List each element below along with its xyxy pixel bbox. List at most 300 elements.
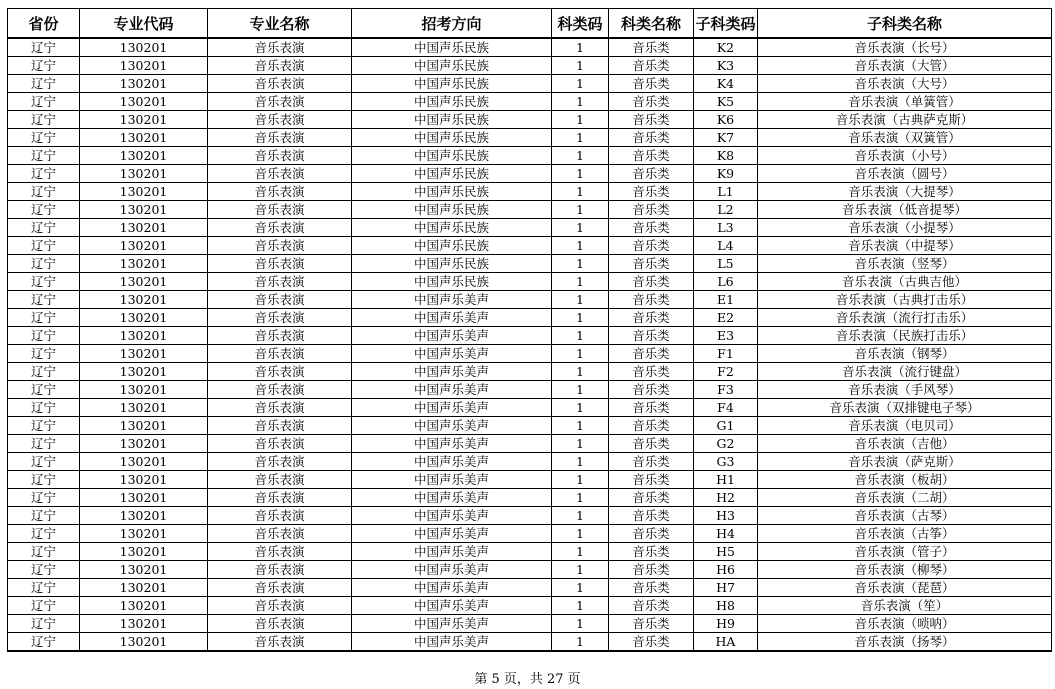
cell-subcategory-code: K3 — [694, 57, 758, 75]
cell-category-code: 1 — [552, 291, 609, 309]
cell-subcategory-code: H4 — [694, 525, 758, 543]
cell-subcategory-name: 音乐表演（钢琴） — [758, 345, 1052, 363]
cell-subcategory-code: H5 — [694, 543, 758, 561]
cell-province: 辽宁 — [8, 453, 80, 471]
table-row — [8, 453, 1052, 471]
cell-major-code: 130201 — [80, 633, 208, 652]
cell-exam-direction: 中国声乐民族 — [352, 57, 552, 75]
header-major-name: 专业名称 — [208, 9, 352, 39]
cell-major-code: 130201 — [80, 435, 208, 453]
cell-major-name: 音乐表演 — [208, 309, 352, 327]
cell-major-name: 音乐表演 — [208, 255, 352, 273]
cell-province: 辽宁 — [8, 129, 80, 147]
cell-category-code: 1 — [552, 507, 609, 525]
cell-province: 辽宁 — [8, 417, 80, 435]
cell-category-name: 音乐类 — [609, 579, 694, 597]
cell-subcategory-code: F4 — [694, 399, 758, 417]
table-body — [8, 38, 1052, 651]
cell-exam-direction: 中国声乐美声 — [352, 507, 552, 525]
cell-category-name: 音乐类 — [609, 75, 694, 93]
cell-exam-direction: 中国声乐民族 — [352, 255, 552, 273]
cell-category-code: 1 — [552, 38, 609, 57]
table-row — [8, 381, 1052, 399]
cell-province: 辽宁 — [8, 363, 80, 381]
cell-subcategory-code: K2 — [694, 38, 758, 57]
cell-province: 辽宁 — [8, 147, 80, 165]
cell-exam-direction: 中国声乐美声 — [352, 489, 552, 507]
cell-category-name: 音乐类 — [609, 38, 694, 57]
cell-subcategory-name: 音乐表演（大号） — [758, 75, 1052, 93]
cell-category-name: 音乐类 — [609, 93, 694, 111]
cell-category-code: 1 — [552, 345, 609, 363]
cell-major-code: 130201 — [80, 237, 208, 255]
cell-subcategory-code: H3 — [694, 507, 758, 525]
cell-subcategory-code: G1 — [694, 417, 758, 435]
cell-major-name: 音乐表演 — [208, 381, 352, 399]
cell-province: 辽宁 — [8, 93, 80, 111]
cell-exam-direction: 中国声乐民族 — [352, 237, 552, 255]
cell-subcategory-name: 音乐表演（低音提琴） — [758, 201, 1052, 219]
cell-subcategory-code: H6 — [694, 561, 758, 579]
cell-exam-direction: 中国声乐美声 — [352, 345, 552, 363]
cell-subcategory-name: 音乐表演（大提琴） — [758, 183, 1052, 201]
cell-category-name: 音乐类 — [609, 129, 694, 147]
cell-subcategory-code: F3 — [694, 381, 758, 399]
table-row — [8, 489, 1052, 507]
cell-subcategory-name: 音乐表演（扬琴） — [758, 633, 1052, 652]
cell-category-code: 1 — [552, 165, 609, 183]
cell-major-code: 130201 — [80, 507, 208, 525]
cell-exam-direction: 中国声乐美声 — [352, 543, 552, 561]
cell-category-code: 1 — [552, 273, 609, 291]
header-category-code: 科类码 — [552, 9, 609, 39]
table-row — [8, 183, 1052, 201]
cell-subcategory-code: K9 — [694, 165, 758, 183]
cell-province: 辽宁 — [8, 579, 80, 597]
cell-subcategory-name: 音乐表演（管子） — [758, 543, 1052, 561]
cell-category-name: 音乐类 — [609, 453, 694, 471]
cell-major-code: 130201 — [80, 417, 208, 435]
cell-exam-direction: 中国声乐民族 — [352, 165, 552, 183]
cell-subcategory-code: H1 — [694, 471, 758, 489]
table-row — [8, 615, 1052, 633]
table-row — [8, 291, 1052, 309]
cell-subcategory-code: F2 — [694, 363, 758, 381]
table-row — [8, 471, 1052, 489]
cell-major-name: 音乐表演 — [208, 615, 352, 633]
cell-province: 辽宁 — [8, 435, 80, 453]
table-row — [8, 273, 1052, 291]
header-exam-direction: 招考方向 — [352, 9, 552, 39]
cell-category-name: 音乐类 — [609, 525, 694, 543]
cell-province: 辽宁 — [8, 525, 80, 543]
cell-category-name: 音乐类 — [609, 57, 694, 75]
cell-major-name: 音乐表演 — [208, 435, 352, 453]
table-row — [8, 93, 1052, 111]
cell-exam-direction: 中国声乐民族 — [352, 93, 552, 111]
cell-major-code: 130201 — [80, 471, 208, 489]
cell-category-code: 1 — [552, 111, 609, 129]
cell-subcategory-code: K4 — [694, 75, 758, 93]
cell-subcategory-code: L3 — [694, 219, 758, 237]
cell-subcategory-name: 音乐表演（萨克斯） — [758, 453, 1052, 471]
cell-major-name: 音乐表演 — [208, 399, 352, 417]
cell-exam-direction: 中国声乐民族 — [352, 129, 552, 147]
cell-major-code: 130201 — [80, 291, 208, 309]
cell-subcategory-code: H9 — [694, 615, 758, 633]
cell-category-code: 1 — [552, 633, 609, 652]
table-row — [8, 579, 1052, 597]
cell-exam-direction: 中国声乐民族 — [352, 147, 552, 165]
cell-category-code: 1 — [552, 57, 609, 75]
cell-major-name: 音乐表演 — [208, 633, 352, 652]
cell-exam-direction: 中国声乐民族 — [352, 273, 552, 291]
cell-major-name: 音乐表演 — [208, 507, 352, 525]
cell-category-code: 1 — [552, 543, 609, 561]
cell-major-name: 音乐表演 — [208, 525, 352, 543]
cell-major-code: 130201 — [80, 381, 208, 399]
cell-province: 辽宁 — [8, 111, 80, 129]
cell-subcategory-code: L1 — [694, 183, 758, 201]
table-row — [8, 165, 1052, 183]
cell-province: 辽宁 — [8, 471, 80, 489]
cell-category-name: 音乐类 — [609, 111, 694, 129]
cell-exam-direction: 中国声乐美声 — [352, 381, 552, 399]
cell-major-name: 音乐表演 — [208, 327, 352, 345]
cell-subcategory-name: 音乐表演（古典打击乐） — [758, 291, 1052, 309]
cell-major-code: 130201 — [80, 93, 208, 111]
cell-major-code: 130201 — [80, 327, 208, 345]
cell-subcategory-name: 音乐表演（柳琴） — [758, 561, 1052, 579]
cell-major-code: 130201 — [80, 399, 208, 417]
cell-province: 辽宁 — [8, 597, 80, 615]
cell-category-name: 音乐类 — [609, 273, 694, 291]
cell-major-code: 130201 — [80, 57, 208, 75]
cell-subcategory-code: HA — [694, 633, 758, 652]
cell-major-code: 130201 — [80, 543, 208, 561]
cell-subcategory-name: 音乐表演（流行键盘） — [758, 363, 1052, 381]
cell-province: 辽宁 — [8, 183, 80, 201]
cell-subcategory-name: 音乐表演（小提琴） — [758, 219, 1052, 237]
cell-category-code: 1 — [552, 615, 609, 633]
cell-exam-direction: 中国声乐美声 — [352, 291, 552, 309]
cell-exam-direction: 中国声乐美声 — [352, 453, 552, 471]
cell-major-name: 音乐表演 — [208, 57, 352, 75]
cell-major-code: 130201 — [80, 579, 208, 597]
cell-province: 辽宁 — [8, 255, 80, 273]
cell-subcategory-code: E2 — [694, 309, 758, 327]
cell-subcategory-name: 音乐表演（古典吉他） — [758, 273, 1052, 291]
cell-province: 辽宁 — [8, 201, 80, 219]
cell-category-name: 音乐类 — [609, 363, 694, 381]
cell-major-code: 130201 — [80, 147, 208, 165]
cell-subcategory-code: L4 — [694, 237, 758, 255]
cell-subcategory-name: 音乐表演（手风琴） — [758, 381, 1052, 399]
cell-major-name: 音乐表演 — [208, 417, 352, 435]
cell-category-name: 音乐类 — [609, 309, 694, 327]
cell-category-code: 1 — [552, 93, 609, 111]
cell-subcategory-name: 音乐表演（双簧管） — [758, 129, 1052, 147]
cell-major-name: 音乐表演 — [208, 453, 352, 471]
table-row — [8, 147, 1052, 165]
table-row — [8, 219, 1052, 237]
cell-exam-direction: 中国声乐美声 — [352, 525, 552, 543]
table-row — [8, 507, 1052, 525]
cell-subcategory-code: F1 — [694, 345, 758, 363]
cell-major-name: 音乐表演 — [208, 237, 352, 255]
cell-category-name: 音乐类 — [609, 615, 694, 633]
cell-major-name: 音乐表演 — [208, 75, 352, 93]
cell-major-name: 音乐表演 — [208, 165, 352, 183]
cell-major-code: 130201 — [80, 201, 208, 219]
header-row — [8, 9, 1052, 39]
cell-subcategory-name: 音乐表演（唢呐） — [758, 615, 1052, 633]
cell-category-code: 1 — [552, 579, 609, 597]
cell-category-code: 1 — [552, 75, 609, 93]
cell-category-name: 音乐类 — [609, 345, 694, 363]
cell-category-name: 音乐类 — [609, 147, 694, 165]
table-row — [8, 57, 1052, 75]
cell-major-name: 音乐表演 — [208, 579, 352, 597]
cell-category-code: 1 — [552, 255, 609, 273]
cell-category-code: 1 — [552, 183, 609, 201]
cell-category-code: 1 — [552, 363, 609, 381]
cell-exam-direction: 中国声乐美声 — [352, 417, 552, 435]
cell-province: 辽宁 — [8, 327, 80, 345]
cell-subcategory-code: G3 — [694, 453, 758, 471]
cell-major-name: 音乐表演 — [208, 489, 352, 507]
table-row — [8, 633, 1052, 652]
cell-subcategory-code: E3 — [694, 327, 758, 345]
cell-subcategory-code: K8 — [694, 147, 758, 165]
cell-category-code: 1 — [552, 327, 609, 345]
cell-subcategory-name: 音乐表演（古琴） — [758, 507, 1052, 525]
cell-province: 辽宁 — [8, 237, 80, 255]
header-major-code: 专业代码 — [80, 9, 208, 39]
cell-subcategory-name: 音乐表演（竖琴） — [758, 255, 1052, 273]
cell-province: 辽宁 — [8, 75, 80, 93]
cell-subcategory-name: 音乐表演（长号） — [758, 38, 1052, 57]
cell-major-code: 130201 — [80, 111, 208, 129]
cell-category-name: 音乐类 — [609, 291, 694, 309]
cell-exam-direction: 中国声乐民族 — [352, 111, 552, 129]
cell-province: 辽宁 — [8, 165, 80, 183]
cell-major-name: 音乐表演 — [208, 93, 352, 111]
cell-category-name: 音乐类 — [609, 183, 694, 201]
cell-major-code: 130201 — [80, 273, 208, 291]
cell-major-name: 音乐表演 — [208, 147, 352, 165]
cell-major-name: 音乐表演 — [208, 291, 352, 309]
cell-category-name: 音乐类 — [609, 399, 694, 417]
cell-major-code: 130201 — [80, 345, 208, 363]
cell-category-code: 1 — [552, 471, 609, 489]
cell-major-code: 130201 — [80, 255, 208, 273]
cell-category-code: 1 — [552, 453, 609, 471]
cell-major-name: 音乐表演 — [208, 219, 352, 237]
table-row — [8, 111, 1052, 129]
cell-category-code: 1 — [552, 147, 609, 165]
table-row — [8, 561, 1052, 579]
cell-major-code: 130201 — [80, 129, 208, 147]
cell-province: 辽宁 — [8, 345, 80, 363]
table-row — [8, 327, 1052, 345]
cell-subcategory-name: 音乐表演（古典萨克斯） — [758, 111, 1052, 129]
table-row — [8, 201, 1052, 219]
cell-category-name: 音乐类 — [609, 417, 694, 435]
cell-major-code: 130201 — [80, 561, 208, 579]
cell-major-name: 音乐表演 — [208, 345, 352, 363]
cell-category-name: 音乐类 — [609, 507, 694, 525]
header-province: 省份 — [8, 9, 80, 39]
cell-subcategory-name: 音乐表演（板胡） — [758, 471, 1052, 489]
cell-major-code: 130201 — [80, 309, 208, 327]
table-row — [8, 345, 1052, 363]
cell-province: 辽宁 — [8, 399, 80, 417]
cell-major-code: 130201 — [80, 219, 208, 237]
cell-category-code: 1 — [552, 219, 609, 237]
cell-category-name: 音乐类 — [609, 327, 694, 345]
table-row — [8, 597, 1052, 615]
cell-subcategory-code: H2 — [694, 489, 758, 507]
cell-category-name: 音乐类 — [609, 561, 694, 579]
cell-major-name: 音乐表演 — [208, 471, 352, 489]
cell-subcategory-name: 音乐表演（中提琴） — [758, 237, 1052, 255]
cell-category-code: 1 — [552, 597, 609, 615]
cell-category-code: 1 — [552, 561, 609, 579]
cell-exam-direction: 中国声乐美声 — [352, 597, 552, 615]
cell-major-code: 130201 — [80, 75, 208, 93]
cell-major-name: 音乐表演 — [208, 129, 352, 147]
cell-category-code: 1 — [552, 417, 609, 435]
cell-major-name: 音乐表演 — [208, 273, 352, 291]
cell-category-code: 1 — [552, 381, 609, 399]
cell-major-code: 130201 — [80, 183, 208, 201]
header-subcategory-name: 子科类名称 — [758, 9, 1052, 39]
cell-category-name: 音乐类 — [609, 381, 694, 399]
cell-subcategory-name: 音乐表演（圆号） — [758, 165, 1052, 183]
cell-category-name: 音乐类 — [609, 255, 694, 273]
table-row — [8, 255, 1052, 273]
cell-major-code: 130201 — [80, 597, 208, 615]
cell-exam-direction: 中国声乐民族 — [352, 38, 552, 57]
cell-major-name: 音乐表演 — [208, 597, 352, 615]
cell-subcategory-name: 音乐表演（电贝司） — [758, 417, 1052, 435]
cell-subcategory-code: K5 — [694, 93, 758, 111]
cell-category-code: 1 — [552, 237, 609, 255]
cell-major-name: 音乐表演 — [208, 38, 352, 57]
cell-province: 辽宁 — [8, 615, 80, 633]
cell-province: 辽宁 — [8, 291, 80, 309]
cell-category-name: 音乐类 — [609, 201, 694, 219]
table-row — [8, 38, 1052, 57]
cell-province: 辽宁 — [8, 633, 80, 652]
cell-subcategory-name: 音乐表演（民族打击乐） — [758, 327, 1052, 345]
cell-major-code: 130201 — [80, 489, 208, 507]
cell-subcategory-name: 音乐表演（二胡） — [758, 489, 1052, 507]
cell-subcategory-name: 音乐表演（吉他） — [758, 435, 1052, 453]
cell-major-name: 音乐表演 — [208, 561, 352, 579]
cell-major-name: 音乐表演 — [208, 111, 352, 129]
cell-province: 辽宁 — [8, 507, 80, 525]
table-row — [8, 363, 1052, 381]
table-row — [8, 543, 1052, 561]
page-number-footer: 第 5 页，共 27 页 — [474, 672, 581, 687]
cell-major-name: 音乐表演 — [208, 543, 352, 561]
cell-exam-direction: 中国声乐美声 — [352, 399, 552, 417]
cell-subcategory-code: H7 — [694, 579, 758, 597]
table-row — [8, 129, 1052, 147]
cell-subcategory-name: 音乐表演（大管） — [758, 57, 1052, 75]
cell-category-name: 音乐类 — [609, 597, 694, 615]
cell-category-name: 音乐类 — [609, 543, 694, 561]
cell-major-code: 130201 — [80, 363, 208, 381]
table-row — [8, 237, 1052, 255]
cell-province: 辽宁 — [8, 381, 80, 399]
cell-province: 辽宁 — [8, 219, 80, 237]
cell-subcategory-name: 音乐表演（单簧管） — [758, 93, 1052, 111]
cell-category-name: 音乐类 — [609, 219, 694, 237]
cell-subcategory-code: L6 — [694, 273, 758, 291]
table-sheet — [7, 8, 1051, 654]
data-table — [7, 8, 1052, 652]
table-row — [8, 525, 1052, 543]
cell-exam-direction: 中国声乐美声 — [352, 309, 552, 327]
cell-exam-direction: 中国声乐美声 — [352, 633, 552, 652]
cell-exam-direction: 中国声乐美声 — [352, 327, 552, 345]
cell-major-code: 130201 — [80, 165, 208, 183]
cell-category-name: 音乐类 — [609, 471, 694, 489]
cell-major-name: 音乐表演 — [208, 183, 352, 201]
cell-major-code: 130201 — [80, 525, 208, 543]
cell-province: 辽宁 — [8, 57, 80, 75]
table-row — [8, 399, 1052, 417]
cell-province: 辽宁 — [8, 309, 80, 327]
cell-category-code: 1 — [552, 489, 609, 507]
cell-exam-direction: 中国声乐美声 — [352, 471, 552, 489]
cell-exam-direction: 中国声乐美声 — [352, 435, 552, 453]
cell-subcategory-name: 音乐表演（小号） — [758, 147, 1052, 165]
cell-province: 辽宁 — [8, 38, 80, 57]
cell-exam-direction: 中国声乐民族 — [352, 183, 552, 201]
cell-category-code: 1 — [552, 129, 609, 147]
cell-major-name: 音乐表演 — [208, 363, 352, 381]
cell-subcategory-name: 音乐表演（琵琶） — [758, 579, 1052, 597]
cell-province: 辽宁 — [8, 273, 80, 291]
cell-exam-direction: 中国声乐美声 — [352, 615, 552, 633]
cell-category-code: 1 — [552, 525, 609, 543]
cell-category-code: 1 — [552, 309, 609, 327]
cell-subcategory-code: K6 — [694, 111, 758, 129]
header-category-name: 科类名称 — [609, 9, 694, 39]
cell-exam-direction: 中国声乐美声 — [352, 579, 552, 597]
cell-exam-direction: 中国声乐民族 — [352, 219, 552, 237]
cell-major-code: 130201 — [80, 453, 208, 471]
cell-major-code: 130201 — [80, 38, 208, 57]
cell-subcategory-name: 音乐表演（古筝） — [758, 525, 1052, 543]
cell-subcategory-name: 音乐表演（双排键电子琴） — [758, 399, 1052, 417]
cell-subcategory-name: 音乐表演（流行打击乐） — [758, 309, 1052, 327]
cell-province: 辽宁 — [8, 561, 80, 579]
cell-province: 辽宁 — [8, 489, 80, 507]
table-row — [8, 75, 1052, 93]
cell-province: 辽宁 — [8, 543, 80, 561]
cell-subcategory-code: H8 — [694, 597, 758, 615]
cell-major-code: 130201 — [80, 615, 208, 633]
cell-category-name: 音乐类 — [609, 489, 694, 507]
cell-category-code: 1 — [552, 399, 609, 417]
cell-exam-direction: 中国声乐美声 — [352, 363, 552, 381]
cell-subcategory-code: E1 — [694, 291, 758, 309]
